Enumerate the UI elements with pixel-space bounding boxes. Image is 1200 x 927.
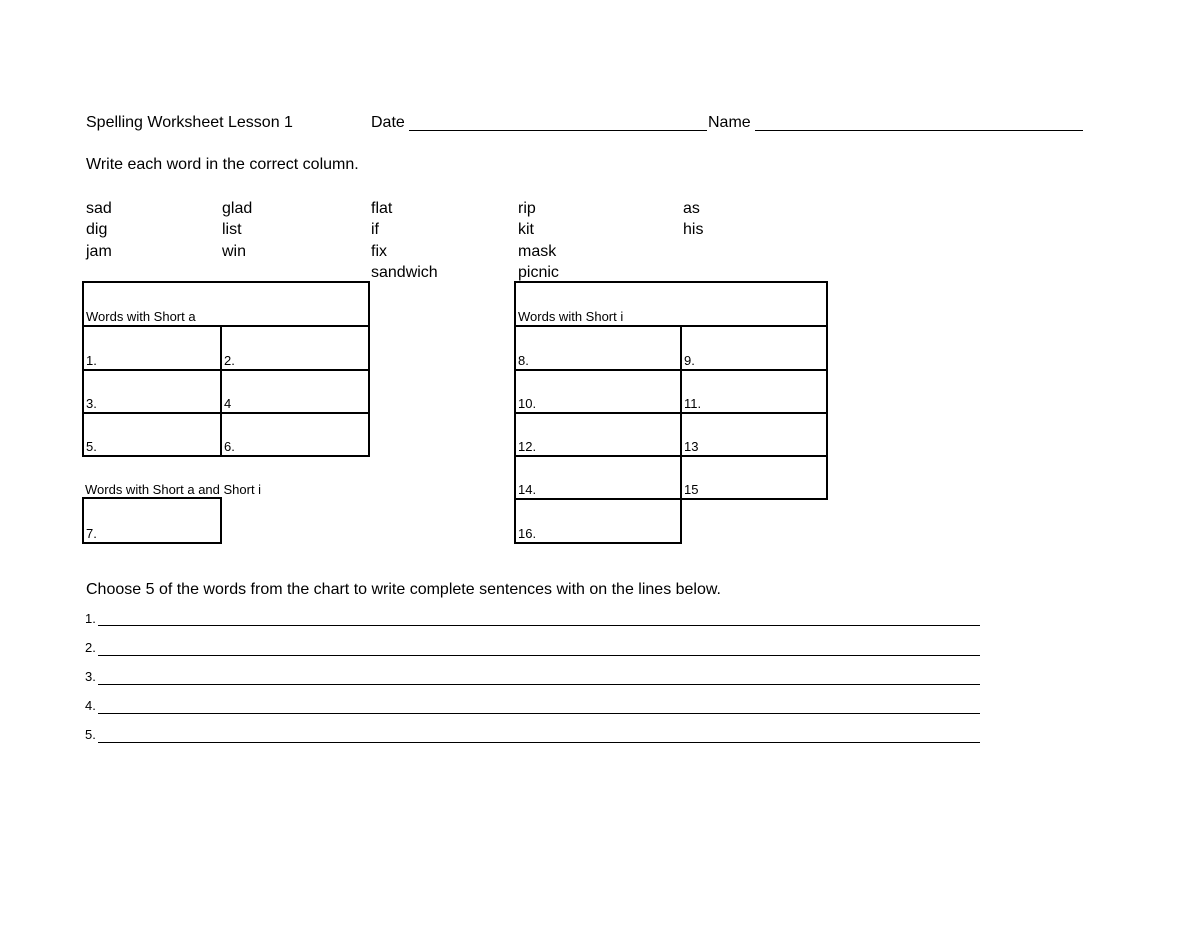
sentence-number: 5. [85, 727, 96, 742]
cell-number: 4 [224, 396, 232, 411]
worksheet-title: Spelling Worksheet Lesson 1 [86, 114, 293, 131]
answer-cell[interactable] [680, 325, 828, 371]
answer-cell[interactable] [514, 369, 682, 414]
word-bank-word: dig [86, 221, 108, 238]
cell-number: 13 [684, 439, 699, 454]
cell-number: 16. [518, 526, 537, 541]
cell-number: 8. [518, 353, 529, 368]
cell-number: 2. [224, 353, 235, 368]
word-bank-word: sad [86, 200, 112, 217]
sentence-line[interactable] [98, 713, 980, 714]
name-label: Name [708, 114, 751, 131]
answer-cell[interactable] [514, 498, 682, 544]
date-label: Date [371, 114, 405, 131]
cell-number: 11. [684, 396, 702, 411]
short-i-header-cell [514, 281, 828, 327]
word-bank-word: fix [371, 243, 387, 260]
sentence-line[interactable] [98, 625, 980, 626]
short-i-header: Words with Short i [518, 309, 624, 324]
word-bank-word: jam [86, 243, 112, 260]
answer-cell[interactable] [514, 412, 682, 457]
word-bank-word: his [683, 221, 704, 238]
answer-cell[interactable] [680, 412, 828, 457]
date-field[interactable] [409, 130, 707, 131]
word-bank-word: list [222, 221, 242, 238]
sentence-number: 3. [85, 669, 96, 684]
instruction-text: Write each word in the correct column. [86, 156, 359, 173]
cell-number: 14. [518, 482, 537, 497]
short-a-header-cell [82, 281, 370, 327]
sentence-line[interactable] [98, 742, 980, 743]
sentence-number: 1. [85, 611, 96, 626]
cell-number: 5. [86, 439, 97, 454]
word-bank-word: win [222, 243, 247, 260]
cell-number: 7. [86, 526, 97, 541]
cell-number: 3. [86, 396, 97, 411]
word-bank-word: mask [518, 243, 557, 260]
answer-cell[interactable] [514, 455, 682, 500]
cell-number: 9. [684, 353, 695, 368]
word-bank-word: sandwich [371, 264, 438, 281]
cell-number: 1. [86, 353, 97, 368]
sentences-prompt: Choose 5 of the words from the chart to write complete sentences with on the lines below. [86, 581, 721, 598]
short-a-header: Words with Short a [86, 309, 196, 324]
sentence-line[interactable] [98, 684, 980, 685]
answer-cell[interactable] [82, 325, 222, 371]
answer-cell[interactable] [220, 412, 370, 457]
cell-number: 15 [684, 482, 699, 497]
answer-cell[interactable] [680, 369, 828, 414]
cell-number: 12. [518, 439, 537, 454]
answer-cell[interactable] [82, 369, 222, 414]
sentence-line[interactable] [98, 655, 980, 656]
name-field[interactable] [755, 130, 1083, 131]
answer-cell[interactable] [220, 325, 370, 371]
sentence-number: 2. [85, 640, 96, 655]
word-bank-word: as [683, 200, 700, 217]
word-bank-word: rip [518, 200, 536, 217]
word-bank-word: picnic [518, 264, 559, 281]
answer-cell[interactable] [82, 497, 222, 544]
answer-cell[interactable] [680, 455, 828, 500]
short-a-and-i-header: Words with Short a and Short i [85, 482, 262, 497]
answer-cell[interactable] [220, 369, 370, 414]
word-bank-word: if [371, 221, 379, 238]
word-bank-word: kit [518, 221, 534, 238]
answer-cell[interactable] [82, 412, 222, 457]
word-bank-word: glad [222, 200, 253, 217]
sentence-number: 4. [85, 698, 96, 713]
cell-number: 10. [518, 396, 537, 411]
cell-number: 6. [224, 439, 235, 454]
word-bank-word: flat [371, 200, 393, 217]
answer-cell[interactable] [514, 325, 682, 371]
